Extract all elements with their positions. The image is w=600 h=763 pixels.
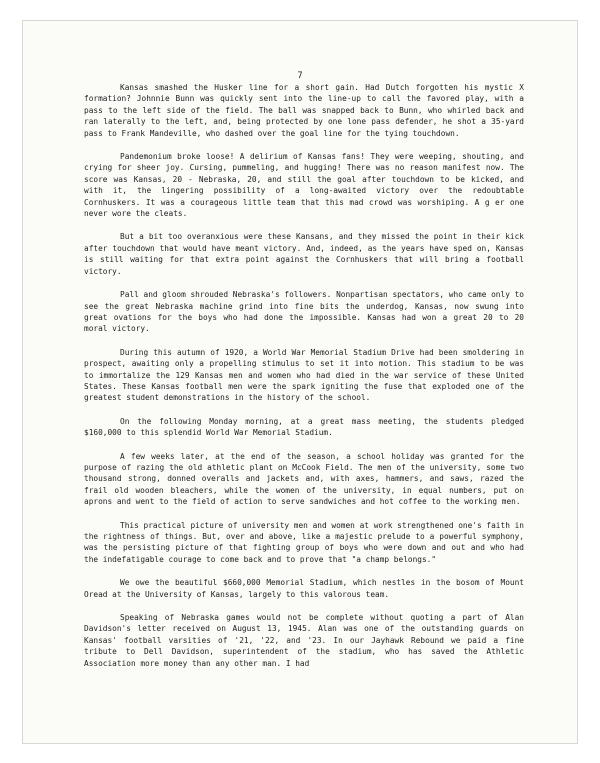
paragraph-4: Pall and gloom shrouded Nebraska's followers. Nonpartisan spectators, who came only to see the great Nebraska machine grind into fine bits the underdog, Kansas, now swung into great ovations for the boys who had done the impossible. Kansas had won a great 20 to 20 moral victory. xyxy=(84,290,524,334)
page-number: 7 xyxy=(297,70,303,80)
paragraph-10: Speaking of Nebraska games would not be complete without quoting a part of Alan Davidson's letter received on August 13, 1945. Alan was one of the outstanding guards on Kansas' football varsities of '21, '22, and '23. In our Jayhawk Rebound we paid a fine tribute to Dell Davidson, superintendent of the stadium, who has saved the Athletic Association more money than any other man. I had xyxy=(84,613,524,668)
paragraph-7: A few weeks later, at the end of the season, a school holiday was granted for the purpose of razing the old athletic plant on McCook Field. The men of the university, some two thousand strong, donned overalls and jackets and, with axes, hammers, and saws, razed the frail old wooden bleachers, while the women of the university, in equal numbers, put on aprons and went to the field of action to serve sandwiches and hot coffee to the working men. xyxy=(84,451,524,507)
paragraph-5: During this autumn of 1920, a World War Memorial Stadium Drive had been smoldering in prospect, awaiting only a propelling stimulus to set it into motion. This stadium to be was to immortalize the 129 Kansas men and women who had died in the war service of these United States. These Kansas football men were the spark igniting the fuse that exploded one of the greatest student demonstrations in the history of the school. xyxy=(84,347,524,403)
paragraph-3: But a bit too overanxious were these Kansans, and they missed the point in their kick after touchdown that would have meant victory. And, indeed, as the years have sped on, Kansas is still waiting for that extra point against the Cornhuskers that will bring a football victory. xyxy=(84,232,524,276)
paragraph-6: On the following Monday morning, at a great mass meeting, the students pledged $160,000 to this splendid World War Memorial Stadium. xyxy=(84,416,524,438)
document-body xyxy=(84,82,524,681)
paragraph-1: Kansas smashed the Husker line for a short gain. Had Dutch forgotten his mystic X formation? Johnnie Bunn was quickly sent into the line-up to call the favored play, with a pass to the left side of the field. The ball was snapped back to Bunn, who whirled back and ran laterally to the left, and, being protected by one lone pass defender, he shot a 35-yard pass to Frank Mandeville, who dashed over the goal line for the tying touchdown. xyxy=(84,83,524,138)
paragraph-8: This practical picture of university men and women at work strengthened one's faith in the rightness of things. But, over and above, like a majestic prelude to a powerful symphony, was the persisting picture of that fighting group of boys who were down and out and who had the indefatigable courage to come back and to prove that "a champ belongs." xyxy=(84,520,524,564)
paragraph-9: We owe the beautiful $660,000 Memorial Stadium, which nestles in the bosom of Mount Oread at the University of Kansas, largely to this valorous team. xyxy=(84,578,524,599)
paragraph-2: Pandemonium broke loose! A delirium of Kansas fans! They were weeping, shouting, and crying for sheer joy. Cursing, pummeling, and hugging! There was no reason manifest now. The score was Kansas, 20 - Nebraska, 20, and still the goal after touchdown to be kicked, and with it, the lingering possibility of a long-awaited victory over the redoubtable Cornhuskers. It was a courageous little team that this mad crowd was worshiping. A g er one never wore the cleats. xyxy=(84,152,524,219)
